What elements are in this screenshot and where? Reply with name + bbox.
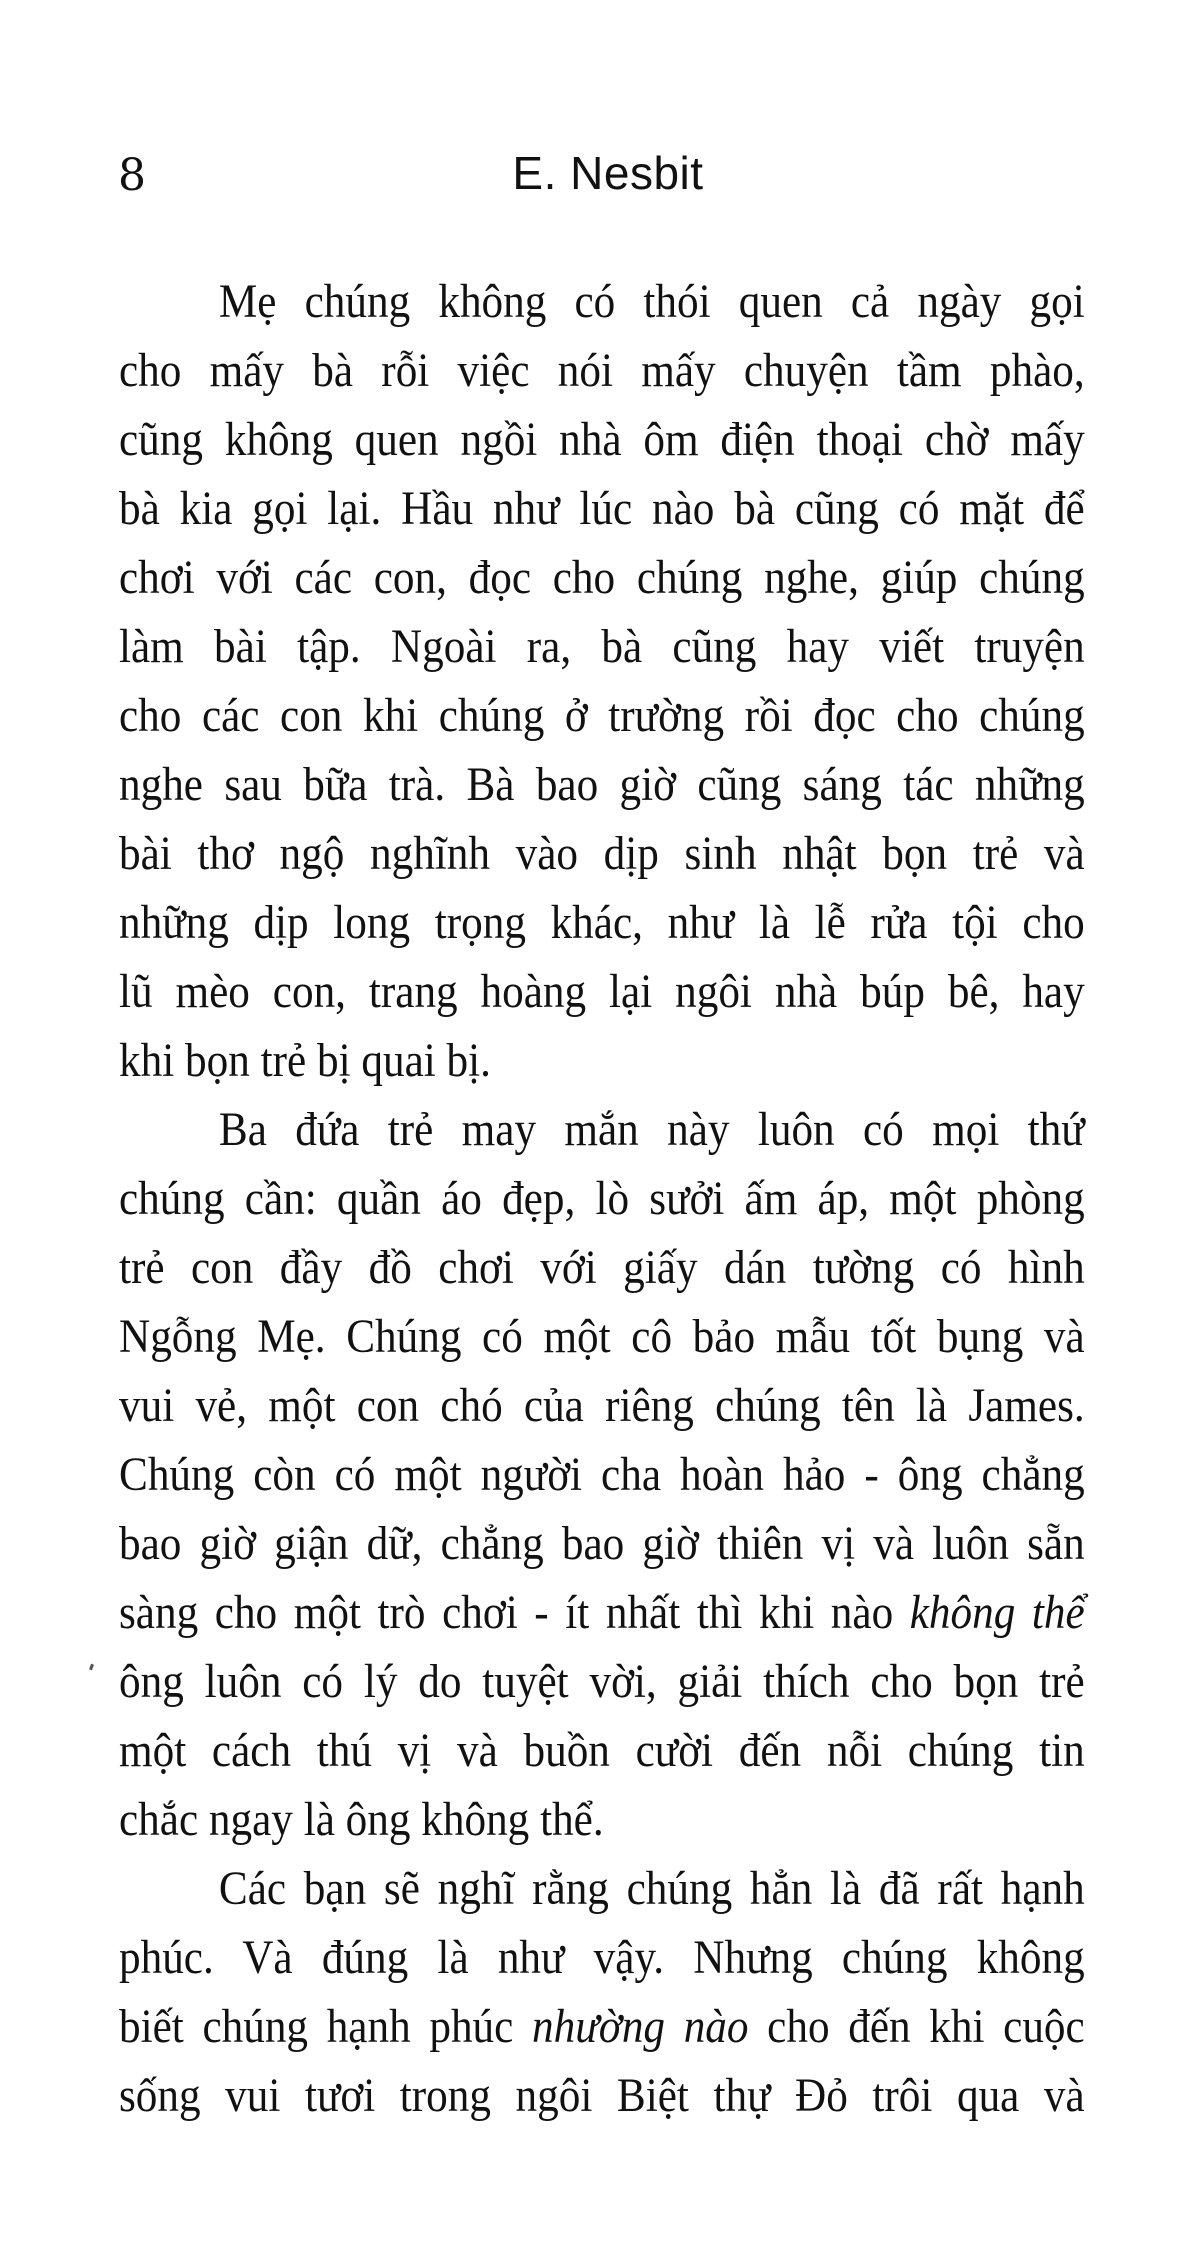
line-text: sàng cho một trò chơi - ít nhất thì khi nào	[119, 1586, 910, 1639]
text-line: phúc. Và đúng là như vậy. Nhưng chúng không	[119, 1931, 1085, 1984]
text-line: cho mấy bà rỗi việc nói mấy chuyện tầm phào,	[119, 344, 1085, 397]
text-line: bao giờ giận dữ, chẳng bao giờ thiên vị và luôn sẵn	[119, 1517, 1085, 1570]
text-line: Các bạn sẽ nghĩ rằng chúng hẳn là đã rất hạnh	[218, 1862, 1085, 1915]
italic-emphasis: nhường nào	[532, 2000, 749, 2053]
text-line: cho các con khi chúng ở trường rồi đọc cho chúng	[119, 689, 1085, 742]
running-title: E. Nesbit	[512, 147, 704, 199]
text-line: Chúng còn có một người cha hoàn hảo - ông chẳng	[119, 1448, 1085, 1501]
text-line: cũng không quen ngồi nhà ôm điện thoại chờ mấy	[119, 413, 1085, 466]
text-line: một cách thú vị và buồn cười đến nỗi chúng tin	[119, 1724, 1085, 1777]
text-line: Ngỗng Mẹ. Chúng có một cô bảo mẫu tốt bụng và	[119, 1310, 1085, 1363]
text-line	[119, 1585, 1085, 1654]
text-line: những dịp long trọng khác, như là lễ rửa tội cho	[119, 896, 1085, 949]
text-line: Ba đứa trẻ may mắn này luôn có mọi thứ	[218, 1103, 1085, 1156]
page-number: 8	[118, 150, 146, 201]
line-text: cho đến khi cuộc	[748, 2000, 1085, 2053]
text-line: nghe sau bữa trà. Bà bao giờ cũng sáng tác những	[119, 758, 1085, 811]
text-line	[119, 1999, 1085, 2068]
text-line: khi bọn trẻ bị quai bị.	[119, 1034, 491, 1087]
text-line: chơi với các con, đọc cho chúng nghe, giúp chúng	[119, 551, 1085, 604]
italic-emphasis: không thể	[909, 1586, 1085, 1639]
line-text: biết chúng hạnh phúc	[119, 2000, 533, 2053]
text-line: ông luôn có lý do tuyệt vời, giải thích cho bọn trẻ	[119, 1655, 1085, 1708]
text-line: sống vui tươi trong ngôi Biệt thự Đỏ trôi qua và	[119, 2069, 1085, 2122]
text-line: bài thơ ngộ nghĩnh vào dịp sinh nhật bọn trẻ và	[119, 827, 1085, 880]
text-line: chắc ngay là ông không thể.	[119, 1793, 604, 1846]
text-line: làm bài tập. Ngoài ra, bà cũng hay viết truyện	[119, 620, 1085, 673]
text-line: Mẹ chúng không có thói quen cả ngày gọi	[218, 275, 1085, 328]
text-line: trẻ con đầy đồ chơi với giấy dán tường có hình	[119, 1241, 1085, 1294]
text-line: chúng cần: quần áo đẹp, lò sưởi ấm áp, một phòng	[119, 1172, 1085, 1225]
scan-speck	[89, 1664, 94, 1671]
text-line: vui vẻ, một con chó của riêng chúng tên là James.	[119, 1379, 1085, 1432]
text-line: lũ mèo con, trang hoàng lại ngôi nhà búp bê, hay	[119, 965, 1085, 1018]
text-line: bà kia gọi lại. Hầu như lúc nào bà cũng có mặt để	[119, 482, 1085, 535]
